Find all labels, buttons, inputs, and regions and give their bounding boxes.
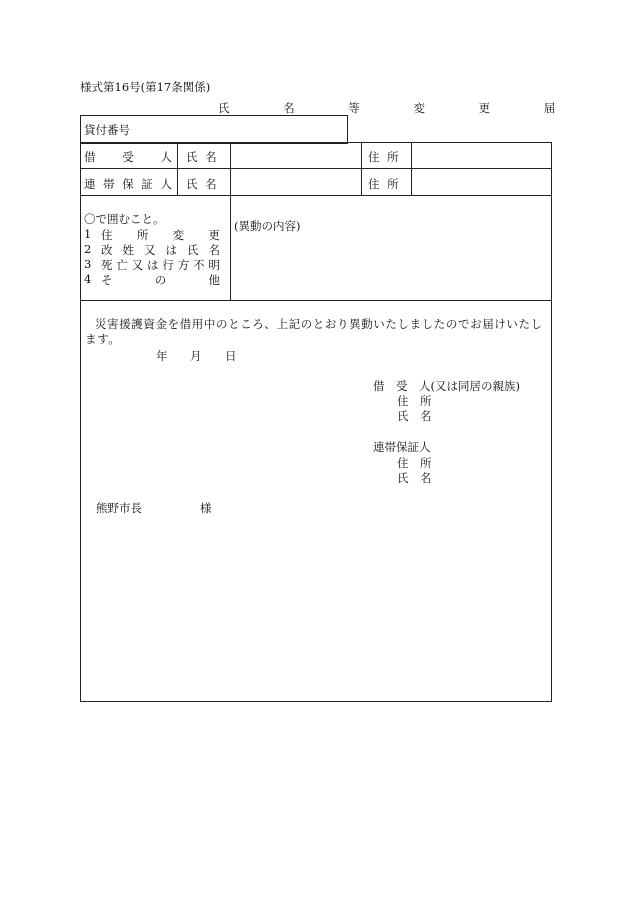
sig-borrower-label: 借 受 人(又は同居の親族)	[373, 379, 520, 393]
guarantor-address-label: 住 所	[368, 177, 399, 191]
guarantor-label: 連 帯 保 証 人	[84, 177, 172, 191]
borrower-name-field[interactable]	[232, 144, 360, 167]
loan-number-label: 貸付番号	[84, 123, 130, 137]
sig-guarantor-label: 連帯保証人	[373, 440, 431, 454]
date-year: 年	[156, 349, 168, 363]
reason-number: 1	[84, 227, 92, 241]
circle-instruction: 〇で囲むこと。	[84, 212, 165, 226]
reason-item[interactable]: 1 住 所 変 更	[84, 227, 220, 242]
borrower-name-label: 氏 名	[186, 150, 217, 164]
sig-guarantor-address: 住 所	[397, 456, 432, 470]
honorific: 様	[200, 501, 212, 515]
guarantor-name-field[interactable]	[232, 170, 360, 194]
statement-text: 災害援護資金を借用中のところ、上記のとおり異動いたしましたのでお届けいたします。	[85, 317, 543, 346]
borrower-label: 借 受 人	[84, 150, 172, 164]
guarantor-name-label: 氏 名	[186, 177, 217, 191]
borrower-address-field[interactable]	[413, 144, 549, 167]
reason-item[interactable]: 4 そ の 他	[84, 272, 220, 287]
date-day: 日	[225, 349, 237, 363]
sig-guarantor-name: 氏 名	[397, 471, 432, 485]
sig-borrower-name: 氏 名	[397, 409, 432, 423]
form-number: 様式第16号(第17条関係)	[80, 80, 211, 94]
reason-item[interactable]: 2 改 姓 又 は 氏 名	[84, 242, 220, 257]
change-details-field[interactable]	[234, 235, 548, 297]
addressee: 熊野市長	[96, 501, 142, 515]
reason-item[interactable]: 3 死 亡 又 は 行 方 不 明	[84, 257, 220, 272]
guarantor-address-field[interactable]	[413, 170, 549, 194]
reason-number: 2	[84, 242, 92, 256]
reason-number: 4	[84, 272, 92, 286]
sig-borrower-address: 住 所	[397, 394, 432, 408]
borrower-address-label: 住 所	[368, 150, 399, 164]
form-title: 氏 名 等 変 更 届	[218, 101, 581, 115]
change-details-label: (異動の内容)	[234, 219, 301, 233]
reason-number: 3	[84, 257, 92, 271]
date-month: 月	[190, 349, 202, 363]
